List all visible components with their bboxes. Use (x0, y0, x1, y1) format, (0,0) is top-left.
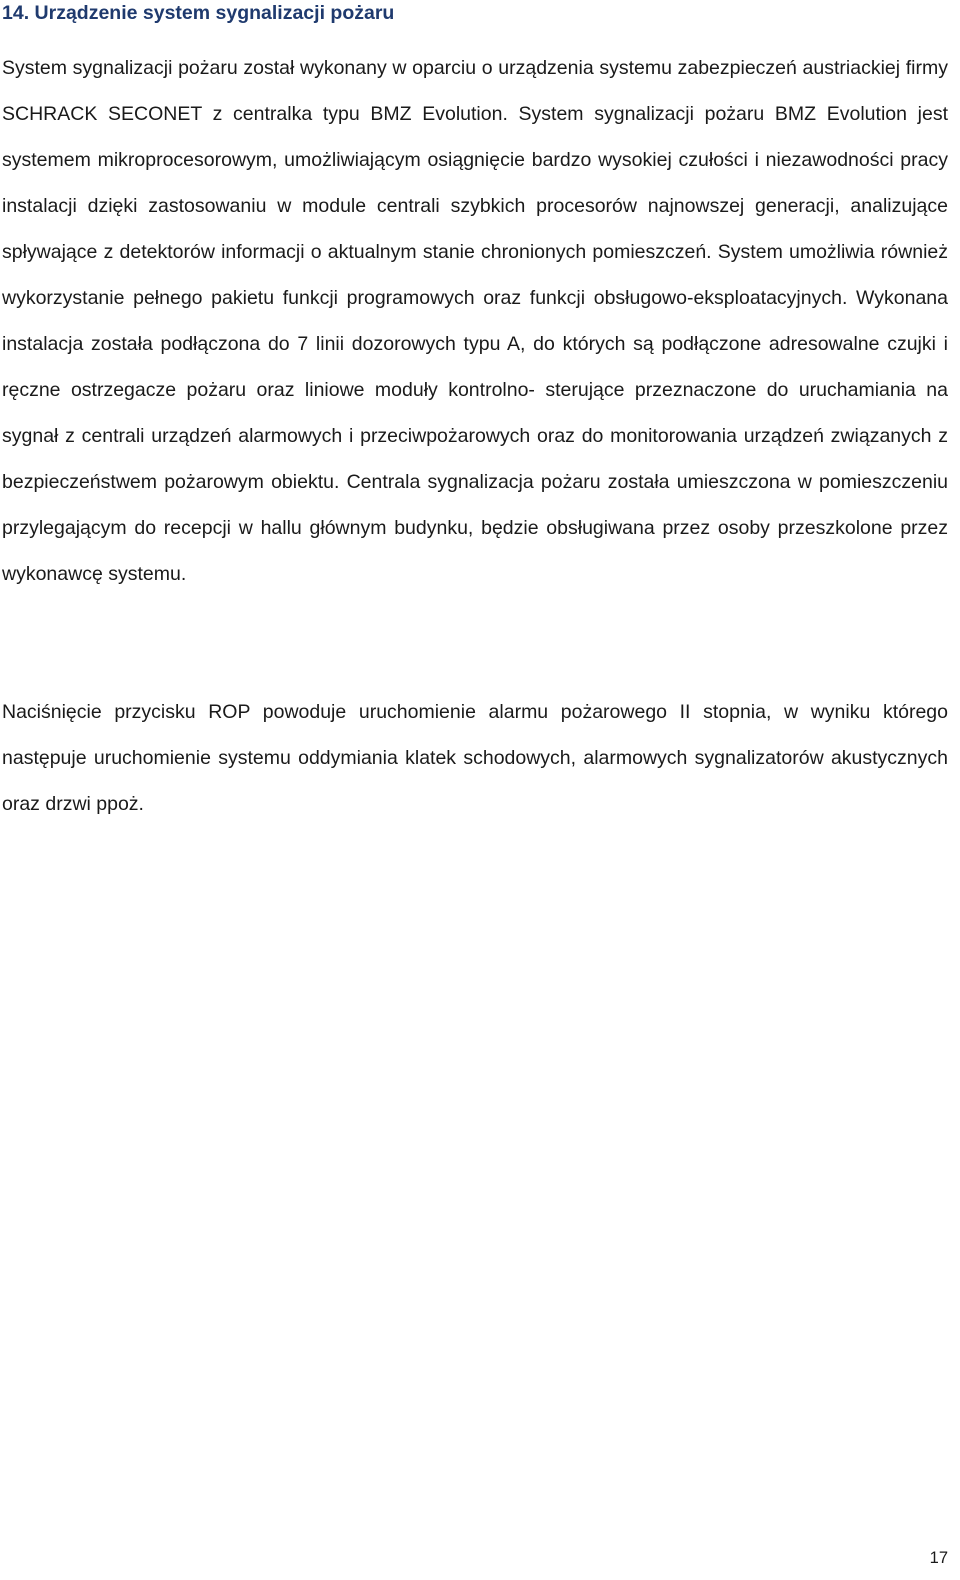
page-number: 17 (929, 1549, 948, 1567)
paragraph-system-description: System sygnalizacji pożaru został wykonany w oparciu o urządzenia systemu zabezpieczeń austriackiej firmy SCHRACK SECONET z centralka typu BMZ Evolution. System sygnalizacji pożaru BMZ Evolution jest systemem mikroprocesorowym, umożliwiającym osiągnięcie bardzo wysokiej czułości i niezawodności pracy instalacji dzięki zastosowaniu w module centrali szybkich procesorów najnowszej generacji, analizujące spływające z detektorów informacji o aktualnym stanie chronionych pomieszczeń. System umożliwia również wykorzystanie pełnego pakietu funkcji programowych oraz funkcji obsługowo-eksploatacyjnych. Wykonana instalacja została podłączona do 7 linii dozorowych typu A, do których są podłączone adresowalne czujki i ręczne ostrzegacze pożaru oraz liniowe moduły kontrolno- sterujące przeznaczone do uruchamiania na sygnał z centrali urządzeń alarmowych i przeciwpożarowych oraz do monitorowania urządzeń związanych z bezpieczeństwem pożarowym obiektu. Centrala sygnalizacja pożaru została umieszczona w pomieszczeniu przylegającym do recepcji w hallu głównym budynku, będzie obsługiwana przez osoby przeszkolone przez wykonawcę systemu. (2, 57, 948, 585)
paragraph-rop-button: Naciśnięcie przycisku ROP powoduje uruchomienie alarmu pożarowego II stopnia, w wyniku którego następuje uruchomienie systemu oddymiania klatek schodowych, alarmowych sygnalizatorów akustycznych oraz drzwi ppoż. (2, 701, 948, 815)
section-heading: 14. Urządzenie system sygnalizacji pożaru (2, 2, 395, 24)
